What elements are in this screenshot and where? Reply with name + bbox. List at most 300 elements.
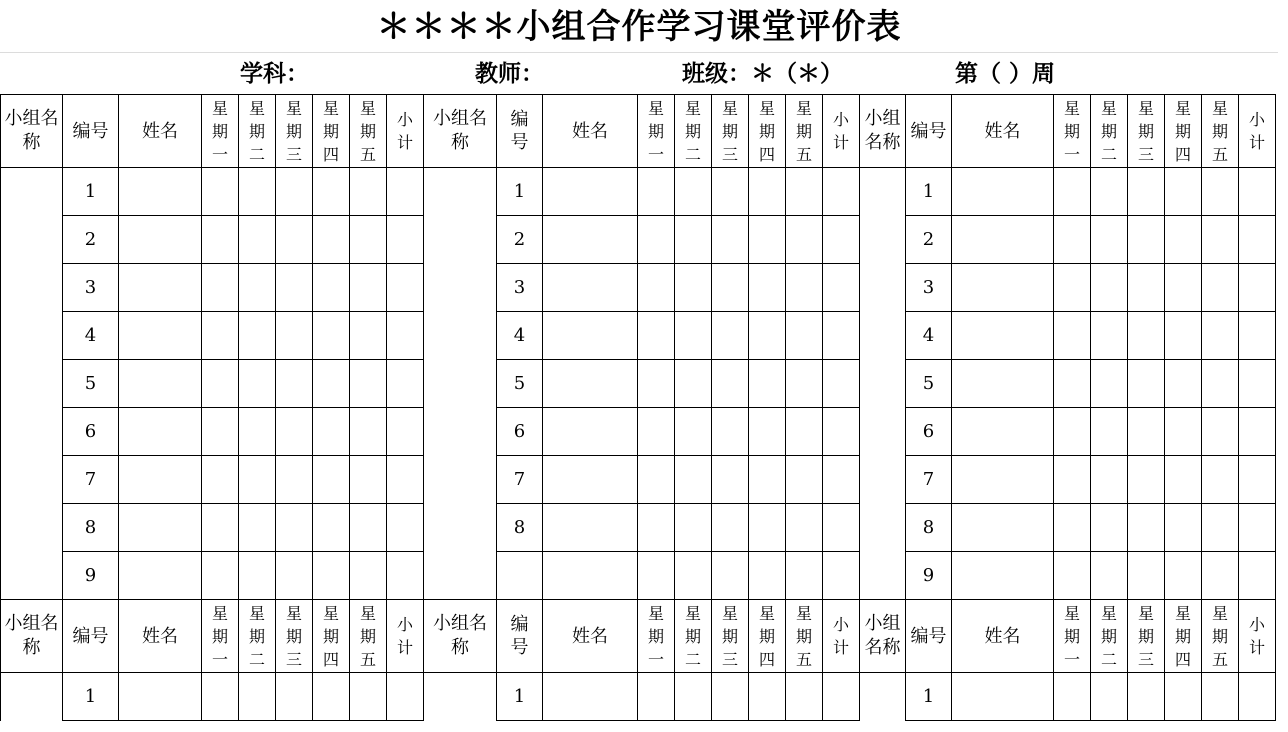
score-cell[interactable] — [1165, 360, 1202, 408]
day-header — [675, 95, 712, 168]
score-cell[interactable] — [1202, 456, 1239, 504]
subtotal-header — [387, 95, 424, 168]
row-number-cell — [497, 456, 543, 504]
score-cell[interactable] — [712, 456, 749, 504]
score-cell[interactable] — [1202, 673, 1239, 721]
score-cell[interactable] — [712, 504, 749, 552]
name-cell[interactable] — [952, 456, 1054, 504]
score-cell[interactable] — [239, 360, 276, 408]
row-number-cell — [906, 312, 952, 360]
score-cell[interactable] — [786, 216, 823, 264]
score-cell[interactable] — [749, 408, 786, 456]
score-cell[interactable] — [239, 216, 276, 264]
score-cell[interactable] — [276, 312, 313, 360]
row-number-cell — [63, 360, 119, 408]
name-cell[interactable] — [119, 408, 202, 456]
score-cell[interactable] — [1054, 264, 1091, 312]
name-cell[interactable] — [543, 216, 638, 264]
score-cell[interactable] — [675, 673, 712, 721]
score-cell[interactable] — [350, 552, 387, 600]
name-header — [543, 95, 638, 168]
row-number-cell-text: 8 — [84, 517, 97, 538]
score-cell[interactable] — [1239, 264, 1276, 312]
day-header — [749, 95, 786, 168]
score-cell[interactable] — [350, 312, 387, 360]
score-cell[interactable] — [313, 673, 350, 721]
score-cell[interactable] — [239, 312, 276, 360]
number-header — [63, 95, 119, 168]
name-header — [952, 95, 1054, 168]
group-name-cell — [1, 456, 63, 504]
score-cell[interactable] — [638, 504, 675, 552]
score-cell[interactable] — [387, 408, 424, 456]
name-cell[interactable] — [952, 216, 1054, 264]
score-cell[interactable] — [1202, 408, 1239, 456]
score-cell[interactable] — [1202, 216, 1239, 264]
day-header-text: 星 期 四 — [758, 98, 775, 164]
score-cell[interactable] — [202, 456, 239, 504]
score-cell[interactable] — [387, 673, 424, 721]
name-header — [119, 600, 202, 673]
row-number-cell-text: 1 — [922, 686, 935, 707]
group-name-header-text: 小组名称 — [864, 108, 901, 153]
score-cell[interactable] — [786, 168, 823, 216]
score-cell[interactable] — [1165, 552, 1202, 600]
day-header-text: 星 期 三 — [721, 603, 738, 669]
score-cell[interactable] — [712, 312, 749, 360]
name-cell[interactable] — [952, 552, 1054, 600]
score-cell[interactable] — [1054, 673, 1091, 721]
score-cell[interactable] — [1128, 408, 1165, 456]
score-cell[interactable] — [1054, 312, 1091, 360]
name-header-text: 姓名 — [142, 120, 178, 142]
day-header — [675, 600, 712, 673]
score-cell[interactable] — [1239, 504, 1276, 552]
group-name-cell — [860, 673, 906, 721]
row-number-cell-text: 6 — [922, 421, 935, 442]
score-cell[interactable] — [276, 504, 313, 552]
score-cell[interactable] — [1202, 168, 1239, 216]
score-cell[interactable] — [350, 168, 387, 216]
group-name-header-text: 小组名称 — [4, 613, 59, 658]
score-cell[interactable] — [350, 456, 387, 504]
score-cell[interactable] — [202, 408, 239, 456]
score-cell[interactable] — [749, 360, 786, 408]
score-cell[interactable] — [202, 360, 239, 408]
score-cell[interactable] — [749, 216, 786, 264]
score-cell[interactable] — [350, 673, 387, 721]
score-cell[interactable] — [712, 673, 749, 721]
score-cell[interactable] — [239, 552, 276, 600]
score-cell[interactable] — [313, 408, 350, 456]
page-title: ＊＊＊＊小组合作学习课堂评价表 — [0, 0, 1278, 53]
score-cell[interactable] — [387, 360, 424, 408]
score-cell[interactable] — [675, 552, 712, 600]
score-cell[interactable] — [675, 408, 712, 456]
score-cell[interactable] — [786, 312, 823, 360]
group-name-header — [1, 600, 63, 673]
group-name-cell — [1, 216, 63, 264]
name-cell[interactable] — [543, 673, 638, 721]
row-number-cell — [63, 264, 119, 312]
name-header-text: 姓名 — [572, 120, 608, 142]
day-header — [786, 95, 823, 168]
score-cell[interactable] — [1165, 408, 1202, 456]
score-cell[interactable] — [638, 216, 675, 264]
score-cell[interactable] — [1239, 168, 1276, 216]
score-cell[interactable] — [350, 264, 387, 312]
score-cell[interactable] — [786, 673, 823, 721]
group-name-cell — [424, 408, 497, 456]
score-cell[interactable] — [202, 673, 239, 721]
subtotal-header-text: 小 计 — [832, 110, 849, 152]
score-cell[interactable] — [675, 504, 712, 552]
score-cell[interactable] — [1239, 360, 1276, 408]
score-cell[interactable] — [712, 360, 749, 408]
row-number-cell — [497, 312, 543, 360]
day-header-text: 星 期 二 — [248, 98, 265, 164]
name-cell[interactable] — [952, 408, 1054, 456]
name-cell[interactable] — [119, 216, 202, 264]
row-number-cell-text: 5 — [922, 373, 935, 394]
score-cell[interactable] — [823, 673, 860, 721]
score-cell[interactable] — [823, 312, 860, 360]
group-name-header-text: 小组名称 — [433, 108, 487, 153]
score-cell[interactable] — [1091, 456, 1128, 504]
score-cell[interactable] — [387, 168, 424, 216]
score-cell[interactable] — [1054, 408, 1091, 456]
name-cell[interactable] — [119, 673, 202, 721]
score-cell[interactable] — [313, 456, 350, 504]
group-name-header — [424, 600, 497, 673]
score-cell[interactable] — [786, 408, 823, 456]
day-header-text: 星 期 三 — [285, 603, 302, 669]
score-cell[interactable] — [1054, 168, 1091, 216]
score-cell[interactable] — [638, 552, 675, 600]
score-cell[interactable] — [1128, 456, 1165, 504]
score-cell[interactable] — [823, 360, 860, 408]
name-cell[interactable] — [543, 360, 638, 408]
day-header-text: 星 期 四 — [322, 603, 339, 669]
row-number-cell — [497, 216, 543, 264]
score-cell[interactable] — [1128, 264, 1165, 312]
name-cell[interactable] — [952, 504, 1054, 552]
table-row — [1, 456, 1276, 504]
row-number-cell — [906, 456, 952, 504]
name-cell[interactable] — [543, 504, 638, 552]
score-cell[interactable] — [202, 264, 239, 312]
score-cell[interactable] — [313, 504, 350, 552]
name-cell[interactable] — [952, 168, 1054, 216]
score-cell[interactable] — [675, 360, 712, 408]
score-cell[interactable] — [786, 264, 823, 312]
name-header — [543, 600, 638, 673]
day-header — [1128, 600, 1165, 673]
group-name-cell — [424, 673, 497, 721]
score-cell[interactable] — [1165, 456, 1202, 504]
score-cell[interactable] — [313, 168, 350, 216]
score-cell[interactable] — [350, 216, 387, 264]
name-header-text: 姓名 — [984, 625, 1021, 647]
score-cell[interactable] — [1091, 312, 1128, 360]
row-number-cell — [63, 216, 119, 264]
score-cell[interactable] — [202, 216, 239, 264]
score-cell[interactable] — [1091, 168, 1128, 216]
row-number-cell-text: 1 — [513, 181, 526, 202]
score-cell[interactable] — [1091, 216, 1128, 264]
name-cell[interactable] — [119, 168, 202, 216]
score-cell[interactable] — [239, 168, 276, 216]
score-cell[interactable] — [276, 360, 313, 408]
day-header — [1128, 95, 1165, 168]
subtotal-header-text: 小 计 — [396, 615, 413, 657]
score-cell[interactable] — [350, 504, 387, 552]
day-header — [313, 95, 350, 168]
group-name-cell — [860, 504, 906, 552]
group-name-header-text: 小组名称 — [4, 108, 59, 153]
row-number-cell-text: 4 — [513, 325, 526, 346]
name-cell[interactable] — [119, 312, 202, 360]
score-cell[interactable] — [1165, 168, 1202, 216]
name-cell[interactable] — [543, 264, 638, 312]
name-cell[interactable] — [119, 552, 202, 600]
score-cell[interactable] — [1091, 552, 1128, 600]
score-cell[interactable] — [1239, 408, 1276, 456]
day-header — [638, 600, 675, 673]
score-cell[interactable] — [387, 504, 424, 552]
score-cell[interactable] — [638, 456, 675, 504]
day-header-text: 星 期 五 — [1211, 98, 1228, 164]
score-cell[interactable] — [712, 168, 749, 216]
score-cell[interactable] — [749, 456, 786, 504]
score-cell[interactable] — [1165, 673, 1202, 721]
day-header-text: 星 期 二 — [684, 603, 701, 669]
score-cell[interactable] — [1202, 552, 1239, 600]
name-header-text: 姓名 — [572, 625, 608, 647]
score-cell[interactable] — [1054, 216, 1091, 264]
score-cell[interactable] — [350, 360, 387, 408]
score-cell[interactable] — [239, 264, 276, 312]
row-number-cell — [906, 216, 952, 264]
score-cell[interactable] — [276, 673, 313, 721]
score-cell[interactable] — [1165, 264, 1202, 312]
score-cell[interactable] — [387, 216, 424, 264]
score-cell[interactable] — [675, 216, 712, 264]
score-cell[interactable] — [1239, 552, 1276, 600]
score-cell[interactable] — [1202, 360, 1239, 408]
day-header-text: 星 期 一 — [211, 98, 228, 164]
score-cell[interactable] — [1054, 456, 1091, 504]
name-cell[interactable] — [543, 456, 638, 504]
row-number-cell — [63, 168, 119, 216]
name-header-text: 姓名 — [142, 625, 178, 647]
name-cell[interactable] — [543, 552, 638, 600]
score-cell[interactable] — [1054, 360, 1091, 408]
score-cell[interactable] — [823, 504, 860, 552]
day-header-text: 星 期 四 — [1174, 603, 1191, 669]
subtotal-header-text: 小 计 — [1248, 615, 1265, 657]
row-number-cell — [906, 673, 952, 721]
score-cell[interactable] — [786, 456, 823, 504]
score-cell[interactable] — [1165, 504, 1202, 552]
score-cell[interactable] — [638, 312, 675, 360]
name-cell[interactable] — [952, 312, 1054, 360]
score-cell[interactable] — [1128, 216, 1165, 264]
score-cell[interactable] — [823, 408, 860, 456]
score-cell[interactable] — [1202, 312, 1239, 360]
score-cell[interactable] — [1239, 216, 1276, 264]
group-name-header — [424, 95, 497, 168]
score-cell[interactable] — [1091, 264, 1128, 312]
score-cell[interactable] — [712, 408, 749, 456]
name-cell[interactable] — [952, 360, 1054, 408]
score-cell[interactable] — [712, 264, 749, 312]
score-cell[interactable] — [823, 216, 860, 264]
row-number-cell — [497, 264, 543, 312]
score-cell[interactable] — [1128, 312, 1165, 360]
score-cell[interactable] — [276, 552, 313, 600]
score-cell[interactable] — [313, 552, 350, 600]
score-cell[interactable] — [823, 456, 860, 504]
name-cell[interactable] — [952, 673, 1054, 721]
score-cell[interactable] — [350, 408, 387, 456]
score-cell[interactable] — [387, 552, 424, 600]
name-cell[interactable] — [543, 408, 638, 456]
day-header — [313, 600, 350, 673]
name-cell[interactable] — [952, 264, 1054, 312]
day-header-text: 星 期 五 — [795, 603, 812, 669]
table-header-row — [1, 600, 1276, 673]
score-cell[interactable] — [276, 264, 313, 312]
score-cell[interactable] — [276, 408, 313, 456]
score-cell[interactable] — [313, 360, 350, 408]
day-header — [276, 600, 313, 673]
score-cell[interactable] — [239, 673, 276, 721]
score-cell[interactable] — [239, 408, 276, 456]
name-cell[interactable] — [119, 360, 202, 408]
score-cell[interactable] — [202, 312, 239, 360]
score-cell[interactable] — [1128, 168, 1165, 216]
score-cell[interactable] — [749, 312, 786, 360]
score-cell[interactable] — [675, 312, 712, 360]
score-cell[interactable] — [1128, 552, 1165, 600]
score-cell[interactable] — [202, 504, 239, 552]
number-header — [497, 600, 543, 673]
number-header — [906, 95, 952, 168]
group-name-cell — [860, 456, 906, 504]
name-cell[interactable] — [543, 312, 638, 360]
score-cell[interactable] — [1165, 312, 1202, 360]
day-header-text: 星 期 四 — [758, 603, 775, 669]
row-number-cell-text: 2 — [922, 229, 935, 250]
score-cell[interactable] — [1054, 552, 1091, 600]
score-cell[interactable] — [786, 360, 823, 408]
score-cell[interactable] — [1091, 360, 1128, 408]
score-cell[interactable] — [387, 264, 424, 312]
score-cell[interactable] — [1128, 360, 1165, 408]
score-cell[interactable] — [239, 504, 276, 552]
subtotal-header-text: 小 计 — [1248, 110, 1265, 152]
score-cell[interactable] — [1202, 264, 1239, 312]
row-number-cell — [906, 360, 952, 408]
score-cell[interactable] — [313, 312, 350, 360]
score-cell[interactable] — [786, 552, 823, 600]
score-cell[interactable] — [202, 168, 239, 216]
row-number-cell-text: 8 — [513, 517, 526, 538]
score-cell[interactable] — [823, 264, 860, 312]
score-cell[interactable] — [276, 456, 313, 504]
score-cell[interactable] — [1054, 504, 1091, 552]
score-cell[interactable] — [1239, 456, 1276, 504]
day-header — [1054, 95, 1091, 168]
name-cell[interactable] — [119, 504, 202, 552]
score-cell[interactable] — [823, 552, 860, 600]
score-cell[interactable] — [1202, 504, 1239, 552]
score-cell[interactable] — [1091, 673, 1128, 721]
score-cell[interactable] — [239, 456, 276, 504]
name-cell[interactable] — [119, 264, 202, 312]
name-cell[interactable] — [543, 168, 638, 216]
score-cell[interactable] — [749, 673, 786, 721]
score-cell[interactable] — [749, 264, 786, 312]
score-cell[interactable] — [638, 264, 675, 312]
score-cell[interactable] — [749, 168, 786, 216]
score-cell[interactable] — [749, 552, 786, 600]
day-header — [1091, 95, 1128, 168]
group-name-cell — [860, 408, 906, 456]
score-cell[interactable] — [712, 216, 749, 264]
score-cell[interactable] — [276, 216, 313, 264]
score-cell[interactable] — [1239, 312, 1276, 360]
score-cell[interactable] — [749, 504, 786, 552]
score-cell[interactable] — [712, 552, 749, 600]
row-number-cell — [63, 408, 119, 456]
score-cell[interactable] — [276, 168, 313, 216]
day-header-text: 星 期 三 — [1137, 603, 1154, 669]
score-cell[interactable] — [387, 312, 424, 360]
score-cell[interactable] — [638, 408, 675, 456]
score-cell[interactable] — [1091, 504, 1128, 552]
score-cell[interactable] — [387, 456, 424, 504]
day-header — [239, 600, 276, 673]
row-number-cell — [497, 673, 543, 721]
day-header-text: 星 期 五 — [359, 98, 376, 164]
score-cell[interactable] — [202, 552, 239, 600]
score-cell[interactable] — [1165, 216, 1202, 264]
table-header-row — [1, 95, 1276, 168]
score-cell[interactable] — [313, 264, 350, 312]
score-cell[interactable] — [823, 168, 860, 216]
score-cell[interactable] — [786, 504, 823, 552]
score-cell[interactable] — [638, 360, 675, 408]
day-header — [1202, 95, 1239, 168]
name-cell[interactable] — [119, 456, 202, 504]
score-cell[interactable] — [638, 673, 675, 721]
score-cell[interactable] — [675, 264, 712, 312]
score-cell[interactable] — [675, 456, 712, 504]
subtotal-header — [1239, 600, 1276, 673]
table-row — [1, 264, 1276, 312]
score-cell[interactable] — [1239, 673, 1276, 721]
score-cell[interactable] — [675, 168, 712, 216]
score-cell[interactable] — [313, 216, 350, 264]
score-cell[interactable] — [1128, 673, 1165, 721]
score-cell[interactable] — [1091, 408, 1128, 456]
score-cell[interactable] — [638, 168, 675, 216]
row-number-cell — [497, 504, 543, 552]
number-header-text: 编 号 — [510, 614, 529, 658]
score-cell[interactable] — [1128, 504, 1165, 552]
